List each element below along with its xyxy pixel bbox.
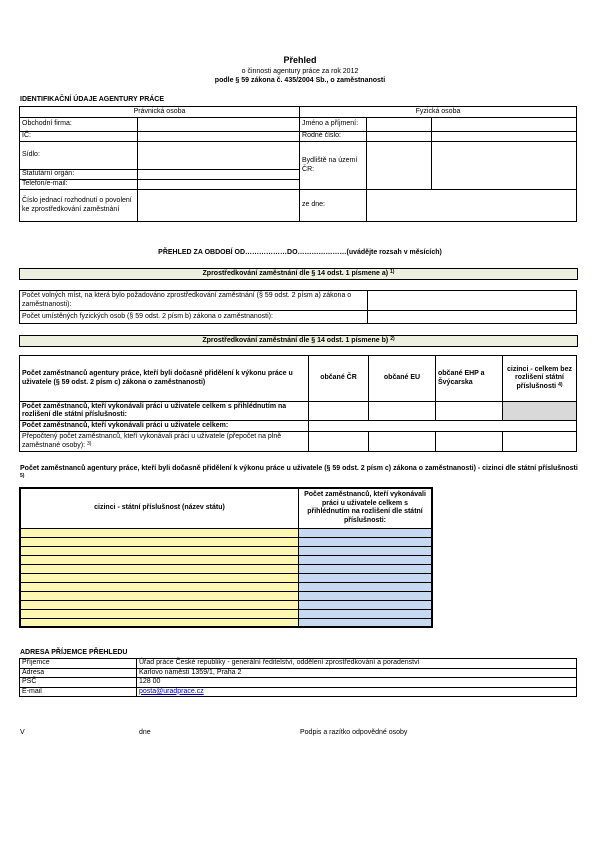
recalculated-eu[interactable]: [369, 432, 436, 452]
name-surname-field-2[interactable]: [431, 118, 576, 132]
business-name-field[interactable]: [137, 118, 299, 132]
section-a-title: Zprostředkování zaměstnání dle § 14 odst. 1 písmene a): [202, 270, 389, 277]
recalculated-cr[interactable]: [309, 432, 369, 452]
col-foreign-header: [503, 356, 577, 402]
foreigners-table: [19, 487, 433, 628]
date-of-label: ze dne:: [300, 190, 367, 222]
state-cell[interactable]: [20, 582, 299, 591]
decision-number-label: Číslo jednací rozhodnutí o povolení ke zprostředkování zaměstnání: [20, 190, 138, 222]
birth-number-field-2[interactable]: [431, 132, 576, 142]
count-cell[interactable]: [299, 582, 433, 591]
recipient-table: [19, 658, 577, 697]
seat-field[interactable]: [137, 142, 299, 170]
count-cell[interactable]: [299, 537, 433, 546]
phone-email-field[interactable]: [137, 180, 299, 190]
address-value: Karlovo náměstí 1359/1, Praha 2: [137, 668, 577, 678]
employees-by-nationality-label: Počet zaměstnanců, kteří vykonávali práci u uživatele celkem s přihlédnutím na rozlišení dle státní příslušnosti:: [20, 402, 309, 421]
state-cell[interactable]: [20, 600, 299, 609]
place-label: V: [20, 729, 25, 736]
subtitle-year: o činnosti agentury práce za rok 2012: [241, 68, 359, 75]
state-cell[interactable]: [20, 591, 299, 600]
foreigners-heading-text: Počet zaměstnanců agentury práce, kteří byli dočasně přidělení k výkonu práce u uživatele (§ 59 odst. 2 písm c) zákona o zaměstnanosti) - cizinci dle státní příslušnosti: [20, 465, 578, 472]
employees-by-nationality-cr[interactable]: [309, 402, 369, 421]
vacancies-label: Počet volných míst, na která bylo požadováno zprostředkování zaměstnání (§ 59 odst. 2 písm a) zákona o zaměstnanosti):: [20, 291, 368, 311]
count-cell[interactable]: [299, 573, 433, 582]
recalculated-ehp[interactable]: [436, 432, 503, 452]
state-cell[interactable]: [20, 564, 299, 573]
phone-email-label: Telefon/e-mail:: [20, 180, 138, 190]
state-cell[interactable]: [20, 555, 299, 564]
placed-persons-field[interactable]: [368, 311, 577, 324]
ic-label: IČ:: [20, 132, 138, 142]
count-cell[interactable]: [299, 591, 433, 600]
state-cell[interactable]: [20, 618, 299, 627]
placed-persons-label: Počet umístěných fyzických osob (§ 59 odst. 2 písm b) zákona o zaměstnanosti):: [20, 311, 368, 324]
state-cell[interactable]: [20, 546, 299, 555]
subtitle-law: podle § 59 zákona č. 435/2004 Sb., o zaměstnanosti: [214, 77, 386, 84]
section-a-header: [19, 268, 578, 280]
section-b-table: [19, 355, 577, 452]
legal-person-header: Právnická osoba: [20, 107, 300, 118]
recalculated-employees-footnote: 3): [87, 440, 92, 447]
recalculated-employees-text: Přepočtený počet zaměstnanců, kteří vykonávali práci u uživatele (přepočet na plně zaměstnané osoby):: [22, 433, 282, 449]
count-cell[interactable]: [299, 609, 433, 618]
date-of-field[interactable]: [366, 190, 576, 222]
recalculated-foreign[interactable]: [503, 432, 577, 452]
residence-field[interactable]: [366, 142, 431, 190]
employees-total-label: Počet zaměstnanců, kteří vykonávali práci u uživatele celkem:: [20, 421, 309, 432]
date-label: dne: [139, 729, 151, 736]
signature-label: Podpis a razítko odpovědné osoby: [300, 729, 408, 736]
postal-code-label: PSČ: [20, 678, 137, 688]
employees-by-nationality-ehp[interactable]: [436, 402, 503, 421]
birth-number-field[interactable]: [366, 132, 431, 142]
ic-field[interactable]: [137, 132, 299, 142]
count-cell[interactable]: [299, 600, 433, 609]
period-line: PŘEHLED ZA OBDOBÍ OD………………DO…………………(uvádějte rozsah v měsících): [158, 249, 442, 256]
business-name-label: Obchodní firma:: [20, 118, 138, 132]
page-title: Přehled: [283, 55, 317, 65]
section-a-footnote: 1): [390, 269, 395, 275]
section-b-header: [19, 335, 578, 347]
employees-by-nationality-foreign: [503, 402, 577, 421]
recipient-heading: ADRESA PŘÍJEMCE PŘEHLEDU: [20, 649, 128, 656]
count-cell[interactable]: [299, 618, 433, 627]
seat-label: Sídlo:: [20, 142, 138, 170]
natural-person-header: Fyzická osoba: [300, 107, 577, 118]
address-label: Adresa: [20, 668, 137, 678]
state-cell[interactable]: [20, 537, 299, 546]
email-label: E-mail: [20, 687, 137, 697]
section-b-main-header: Počet zaměstnanců agentury práce, kteří byli dočasně přidělení k výkonu práce u uživatele (§ 59 odst. 2 písm c) zákona o zaměstnanosti): [20, 356, 309, 402]
employees-by-nationality-eu[interactable]: [369, 402, 436, 421]
identification-table: [19, 106, 577, 222]
name-surname-label: Jméno a příjmení:: [300, 118, 367, 132]
foreigners-heading-footnote: 5): [20, 472, 25, 479]
residence-label: Bydliště na území ČR:: [300, 142, 367, 190]
identification-heading: IDENTIFIKAČNÍ ÚDAJE AGENTURY PRÁCE: [20, 96, 165, 103]
section-b-title: Zprostředkování zaměstnání dle § 14 odst. 1 písmene b): [202, 337, 389, 344]
col-foreign-header-text: cizinci - celkem bez rozlišení státní příslušnosti: [507, 365, 572, 390]
count-cell[interactable]: [299, 546, 433, 555]
col-cr-header: občané ČR: [309, 356, 369, 402]
state-cell[interactable]: [20, 573, 299, 582]
statutory-field[interactable]: [137, 170, 299, 180]
state-cell[interactable]: [20, 528, 299, 537]
postal-code-value: 128 00: [137, 678, 577, 688]
decision-number-field[interactable]: [137, 190, 299, 222]
section-b-footnote: 2): [390, 336, 395, 342]
col-eu-header: občané EU: [369, 356, 436, 402]
section-a-table: [19, 290, 577, 324]
count-cell[interactable]: [299, 528, 433, 537]
recalculated-employees-label: [20, 432, 309, 452]
residence-field-2[interactable]: [431, 142, 576, 190]
birth-number-label: Rodné číslo:: [300, 132, 367, 142]
count-column-header: Počet zaměstnanců, kteří vykonávali práci u uživatele celkem s přihlédnutím na rozlišení dle státní příslušnosti:: [299, 488, 433, 528]
count-cell[interactable]: [299, 564, 433, 573]
foreigners-heading: [20, 465, 580, 482]
vacancies-field[interactable]: [368, 291, 577, 311]
state-column-header: cizinci - státní příslušnost (název státu): [20, 488, 299, 528]
name-surname-field[interactable]: [366, 118, 431, 132]
statutory-label: Statutární orgán:: [20, 170, 138, 180]
count-cell[interactable]: [299, 555, 433, 564]
email-cell: [137, 687, 577, 697]
recipient-label: Příjemce: [20, 659, 137, 669]
recipient-value: Úřad práce České republiky - generální ředitelství, oddělení zprostředkování a poradenství: [137, 659, 577, 669]
state-cell[interactable]: [20, 609, 299, 618]
col-ehp-header: občané EHP a Švýcarska: [436, 356, 503, 402]
email-link[interactable]: posta@uradprace.cz: [139, 687, 204, 695]
employees-total-field[interactable]: [309, 421, 577, 432]
col-foreign-footnote: 4): [558, 381, 563, 388]
